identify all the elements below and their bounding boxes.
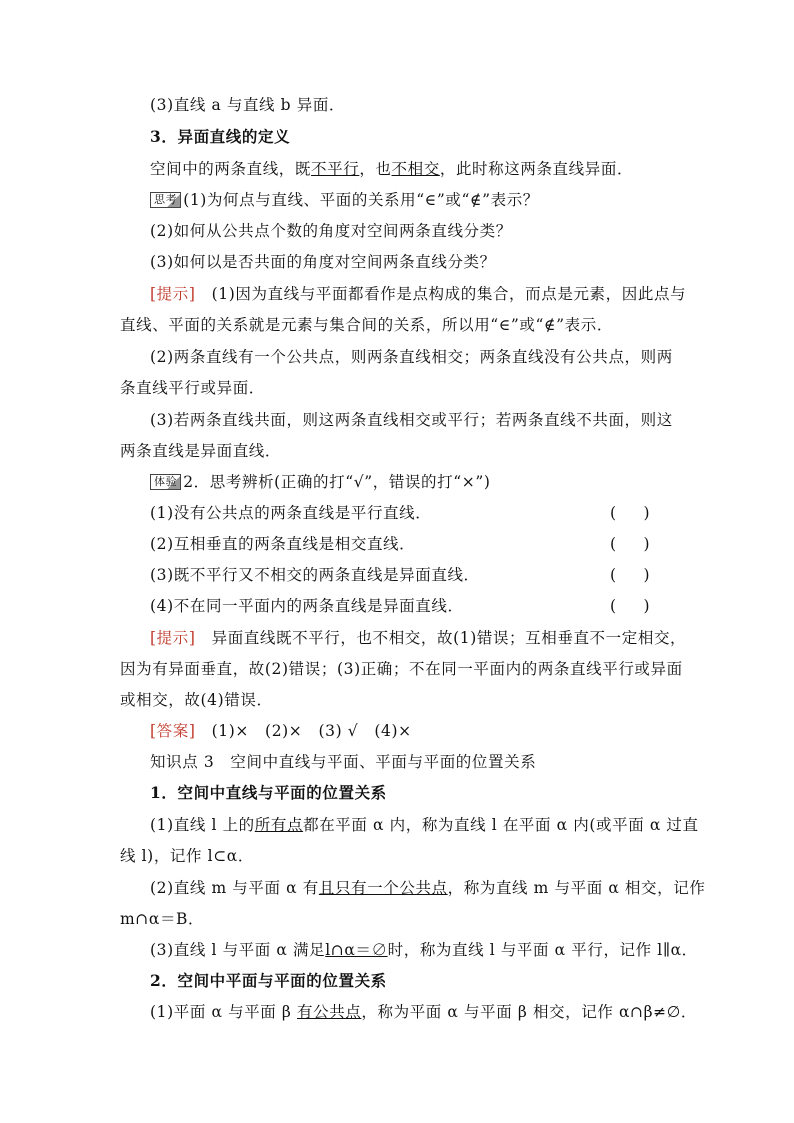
text-line bbox=[150, 814, 699, 836]
think-box-icon: 思考 bbox=[150, 192, 181, 208]
section-heading: 知识点 3 空间中直线与平面、平面与平面的位置关系 bbox=[150, 753, 537, 771]
text-line: m∩α＝B． bbox=[120, 910, 205, 928]
section-heading: 2．空间中平面与平面的位置关系 bbox=[150, 971, 387, 990]
text-line: (2)两条直线有一个公共点，则两条直线相交；两条直线没有公共点，则两 bbox=[150, 348, 673, 366]
answer-blank: ( ) bbox=[610, 566, 656, 584]
hint-tag: [提示] bbox=[150, 629, 196, 647]
underlined-term: 不相交 bbox=[391, 160, 440, 178]
section-heading: 3．异面直线的定义 bbox=[150, 127, 291, 146]
text-line: (2)互相垂直的两条直线是相交直线． bbox=[150, 535, 416, 553]
text-span: (1)平面 α 与平面 β bbox=[150, 1003, 297, 1021]
text-line: (3)如何以是否共面的角度对空间两条直线分类？ bbox=[150, 253, 496, 271]
text-line: 条直线平行或异面． bbox=[120, 379, 265, 397]
text-span: 2．思考辨析(正确的打“√”，错误的打“×”) bbox=[183, 473, 491, 491]
underlined-term: 有公共点 bbox=[297, 1003, 362, 1021]
text-line: (3)既不平行又不相交的两条直线是异面直线． bbox=[150, 566, 480, 584]
text-line bbox=[150, 1001, 697, 1023]
answer-blank: ( ) bbox=[610, 535, 656, 553]
underlined-term: 所有点 bbox=[254, 816, 304, 834]
text-span: (2)直线 m 与平面 α 有 bbox=[150, 879, 319, 897]
text-line: (3)直线 a 与直线 b 异面． bbox=[150, 96, 346, 114]
text-span: (1)因为直线与平面都看作是点构成的集合，而点是元素，因此点与 bbox=[195, 285, 687, 303]
text-span: ，此时称这两条直线异面． bbox=[439, 160, 634, 178]
text-line: (3)若两条直线共面，则这两条直线相交或平行；若两条直线不共面，则这 bbox=[150, 411, 673, 429]
text-line bbox=[150, 877, 705, 899]
text-span: (3)直线 l 与平面 α 满足 bbox=[150, 941, 326, 959]
text-line: 或相交，故(4)错误． bbox=[120, 691, 273, 709]
text-line bbox=[150, 720, 412, 742]
text-span: (1)× (2)× (3) √ (4)× bbox=[195, 722, 412, 740]
text-line: (2)如何从公共点个数的角度对空间两条直线分类？ bbox=[150, 222, 512, 240]
text-line: 直线、平面的关系就是元素与集合间的关系，所以用“∈”或“∉”表示． bbox=[120, 316, 613, 334]
text-span: ，称为直线 m 与平面 α 相交，记作 bbox=[447, 879, 706, 897]
text-line: 两条直线是异面直线． bbox=[120, 442, 282, 460]
text-line bbox=[150, 158, 633, 180]
text-span: ，也 bbox=[359, 160, 392, 178]
experience-box-icon: 体验 bbox=[150, 474, 181, 490]
answer-blank: ( ) bbox=[610, 597, 656, 615]
underlined-term: l∩α＝∅ bbox=[325, 941, 388, 959]
text-span: 都在平面 α 内，称为直线 l 在平面 α 内(或平面 α 过直 bbox=[303, 816, 699, 834]
text-span: (1)直线 l 上的 bbox=[150, 816, 255, 834]
answer-blank: ( ) bbox=[610, 504, 656, 522]
text-line: (1)没有公共点的两条直线是平行直线． bbox=[150, 504, 432, 522]
section-heading: 1．空间中直线与平面的位置关系 bbox=[150, 783, 387, 802]
text-line bbox=[150, 471, 491, 493]
text-span: ，称为平面 α 与平面 β 相交，记作 α∩β≠∅． bbox=[361, 1003, 697, 1021]
text-line: 因为有异面垂直，故(2)错误；(3)正确；不在同一平面内的两条直线平行或异面 bbox=[120, 660, 683, 678]
text-line: 线 l)，记作 l⊂α． bbox=[120, 847, 254, 865]
text-line bbox=[150, 283, 686, 305]
text-line: (4)不在同一平面内的两条直线是异面直线． bbox=[150, 597, 464, 615]
text-span: 异面直线既不平行，也不相交，故(1)错误；互相垂直不一定相交， bbox=[195, 629, 687, 647]
text-span: 空间中的两条直线，既 bbox=[150, 160, 312, 178]
text-line bbox=[150, 189, 539, 211]
text-line bbox=[150, 627, 686, 649]
underlined-term: 不平行 bbox=[311, 160, 360, 178]
text-span: (1)为何点与直线、平面的关系用“∈”或“∉”表示？ bbox=[183, 191, 539, 209]
underlined-term: 且只有一个公共点 bbox=[318, 879, 448, 897]
text-span: 时，称为直线 l 与平面 α 平行，记作 l∥α． bbox=[387, 941, 698, 959]
text-line bbox=[150, 939, 698, 961]
hint-tag: [提示] bbox=[150, 285, 196, 303]
answer-tag: [答案] bbox=[150, 722, 196, 740]
